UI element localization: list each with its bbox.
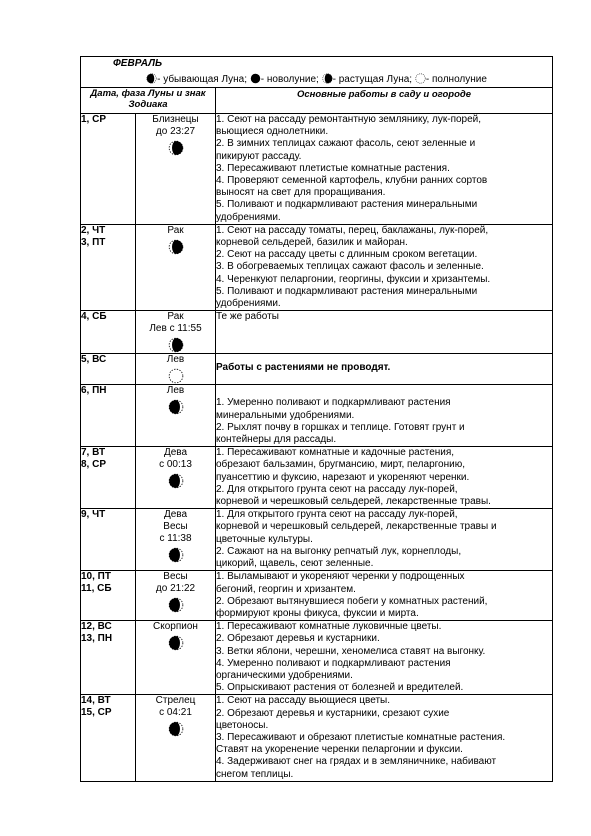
work-line: 5. Опрыскивают растения от болезней и вредителей. bbox=[216, 682, 464, 694]
work-line: 1. Для открытого грунта сеют на рассаду лук-порей, bbox=[216, 509, 458, 521]
waning-moon-icon bbox=[168, 399, 184, 415]
work-line: 5. Поливают и подкармливают растения минеральными bbox=[216, 199, 478, 211]
zodiac-text: до 21:22 bbox=[155, 583, 196, 595]
calendar-row bbox=[81, 571, 553, 621]
zodiac-cell bbox=[136, 509, 216, 571]
work-line: 3. Пересаживают плетистые комнатные растения. bbox=[216, 162, 450, 174]
day-label: 10, ПТ bbox=[81, 571, 111, 583]
new-moon-icon bbox=[250, 73, 261, 84]
works-cell bbox=[216, 385, 553, 447]
work-line: 1. Сеют на рассаду томаты, перец, баклажаны, лук-порей, bbox=[216, 224, 489, 236]
works-cell bbox=[216, 354, 553, 385]
work-line: 4. Задерживают снег на грядах и в земляничнике, набивают bbox=[216, 756, 497, 768]
work-line: 3. В обогреваемых теплицах сажают фасоль и зеленные. bbox=[216, 261, 484, 273]
calendar-row bbox=[81, 509, 553, 571]
work-line: 1. Сеют на рассаду ремонтантную землянику, лук-порей, bbox=[216, 114, 482, 125]
zodiac-text: Рак bbox=[167, 311, 184, 323]
works-cell bbox=[216, 447, 553, 509]
waning-moon-icon bbox=[146, 73, 157, 84]
zodiac-cell bbox=[136, 571, 216, 621]
zodiac-text: Скорпион bbox=[153, 621, 198, 633]
date-cell bbox=[81, 571, 136, 621]
works-cell bbox=[216, 509, 553, 571]
full-moon-icon bbox=[168, 368, 184, 384]
zodiac-text: с 04:21 bbox=[159, 707, 192, 719]
work-line: 1. Пересаживают комнатные и кадочные растения, bbox=[216, 447, 455, 459]
date-cell bbox=[81, 224, 136, 310]
zodiac-text: Лев с 11:55 bbox=[149, 323, 202, 335]
zodiac-text: Рак bbox=[167, 224, 184, 236]
works-cell bbox=[216, 695, 553, 781]
calendar-row bbox=[81, 224, 553, 310]
date-cell bbox=[81, 311, 136, 354]
zodiac-text: Близнецы bbox=[152, 114, 199, 125]
calendar-row bbox=[81, 354, 553, 385]
zodiac-text: Весы bbox=[163, 521, 188, 533]
work-line: вьющиеся однолетники. bbox=[216, 126, 329, 138]
work-line: 1. Пересаживают комнатные луковичные цветы. bbox=[216, 621, 442, 633]
date-cell bbox=[81, 385, 136, 447]
page-title: ФЕВРАЛЬ bbox=[113, 58, 163, 69]
work-line: удобрениями. bbox=[216, 211, 281, 223]
work-line: 1. Умеренно поливают и подкармливают растения bbox=[216, 397, 451, 409]
date-cell bbox=[81, 621, 136, 695]
day-label: 7, ВТ bbox=[81, 447, 106, 459]
zodiac-text: до 23:27 bbox=[155, 126, 196, 137]
zodiac-cell bbox=[136, 695, 216, 781]
zodiac-cell bbox=[136, 311, 216, 354]
day-label: 9, ЧТ bbox=[81, 509, 106, 521]
date-cell bbox=[81, 509, 136, 571]
legend-label: - убывающая Луна; bbox=[157, 74, 248, 85]
spacer bbox=[216, 323, 552, 349]
work-line: обрезают бальзамин, бругмансию, мирт, пеларгонию, bbox=[216, 459, 466, 471]
day-label: 12, ВС bbox=[81, 621, 112, 633]
works-cell bbox=[216, 114, 553, 225]
work-line: 2. Для открытого грунта сеют на рассаду лук-порей, bbox=[216, 483, 458, 495]
zodiac-text: Дева bbox=[163, 447, 188, 459]
work-line: Работы с растениями не проводят. bbox=[216, 362, 391, 374]
work-line: 2. Обрезают деревья и кустарники, срезают сухие bbox=[216, 707, 450, 719]
day-label: 5, ВС bbox=[81, 354, 107, 366]
calendar-table bbox=[80, 56, 553, 782]
legend-label: - новолуние; bbox=[260, 74, 319, 85]
work-line: цветоносы. bbox=[216, 719, 269, 731]
day-label: 2, ЧТ bbox=[81, 224, 106, 236]
zodiac-cell bbox=[136, 621, 216, 695]
zodiac-text: Лев bbox=[166, 354, 185, 366]
works-cell bbox=[216, 621, 553, 695]
day-label: 1, СР bbox=[81, 114, 107, 125]
work-line: 1. Сеют на рассаду вьющиеся цветы. bbox=[216, 695, 390, 707]
calendar-row bbox=[81, 114, 553, 225]
date-cell bbox=[81, 114, 136, 225]
date-cell bbox=[81, 354, 136, 385]
waning-moon-icon bbox=[168, 473, 184, 489]
work-line bbox=[216, 385, 552, 397]
work-line: цикорий, щавель, сеют зеленные. bbox=[216, 558, 374, 570]
full-moon-icon bbox=[415, 73, 426, 84]
work-line: 2. Рыхлят почву в горшках и теплице. Готовят грунт и bbox=[216, 421, 465, 433]
column-header-date: Дата, фаза Луны и знак Зодиака bbox=[81, 88, 216, 114]
work-line: 2. Сеют на рассаду цветы с длинным сроком вегетации. bbox=[216, 249, 478, 261]
work-line: 2. Сажают на на выгонку репчатый лук, корнеплоды, bbox=[216, 545, 462, 557]
work-line: контейнеры для рассады. bbox=[216, 434, 337, 446]
zodiac-text: с 00:13 bbox=[159, 459, 192, 471]
zodiac-text: Стрелец bbox=[155, 695, 196, 707]
works-cell bbox=[216, 311, 553, 354]
date-cell bbox=[81, 695, 136, 781]
zodiac-text: с 11:38 bbox=[159, 533, 192, 545]
work-line: 3. Пересаживают и обрезают плетистые комнатные растения. bbox=[216, 731, 506, 743]
work-line: 2. Обрезают вытянувшиеся побеги у комнатных растений, bbox=[216, 595, 488, 607]
zodiac-text: Дева bbox=[163, 509, 188, 521]
works-cell bbox=[216, 224, 553, 310]
zodiac-cell bbox=[136, 354, 216, 385]
work-line: корневой сельдерей, базилик и майоран. bbox=[216, 237, 408, 249]
work-line: 5. Поливают и подкармливают растения минеральными bbox=[216, 285, 478, 297]
zodiac-cell bbox=[136, 385, 216, 447]
work-line: Те же работы bbox=[216, 311, 279, 323]
work-line: корневой и черешковый сельдерей, лекарственные травы. bbox=[216, 496, 491, 508]
work-line: удобрениями. bbox=[216, 298, 281, 310]
work-line: снегом теплицы. bbox=[216, 768, 294, 780]
work-line: 4. Умеренно поливают и подкармливают растения bbox=[216, 657, 451, 669]
column-header-works: Основные работы в саду и огороде bbox=[216, 88, 553, 114]
waxing-moon-icon bbox=[168, 337, 184, 353]
work-line: пикируют рассаду. bbox=[216, 150, 302, 162]
day-label: 11, СБ bbox=[81, 583, 112, 595]
calendar-row bbox=[81, 621, 553, 695]
waning-moon-icon bbox=[168, 721, 184, 737]
column-header-row bbox=[81, 88, 553, 114]
calendar-row bbox=[81, 447, 553, 509]
day-label: 4, СБ bbox=[81, 311, 107, 323]
legend-label: - растущая Луна; bbox=[332, 74, 413, 85]
work-line: бегоний, георгин и хризантем. bbox=[216, 583, 356, 595]
waning-moon-icon bbox=[168, 597, 184, 613]
work-line: выносят на свет для проращивания. bbox=[216, 187, 386, 199]
work-line: минеральными удобрениями. bbox=[216, 409, 355, 421]
zodiac-text: Весы bbox=[163, 571, 188, 583]
header-row bbox=[81, 57, 553, 88]
work-line: формируют кроны фикуса, фуксии и мирта. bbox=[216, 607, 419, 619]
day-label: 15, СР bbox=[81, 707, 112, 719]
work-line: 3. Ветки яблони, черешни, хеномелиса ставят на выгонку. bbox=[216, 645, 486, 657]
zodiac-text: Лев bbox=[166, 385, 185, 397]
calendar-row bbox=[81, 695, 553, 781]
work-line: 1. Выламывают и укореняют черенки у подрощенных bbox=[216, 571, 465, 583]
waning-moon-icon bbox=[168, 547, 184, 563]
zodiac-cell bbox=[136, 447, 216, 509]
work-line: цветочные культуры. bbox=[216, 533, 313, 545]
date-cell bbox=[81, 447, 136, 509]
work-line: 4. Черенкуют пеларгонии, георгины, фуксии и хризантемы. bbox=[216, 273, 491, 285]
waxing-moon-icon bbox=[168, 140, 184, 156]
work-line: 2. В зимних теплицах сажают фасоль, сеют зеленные и bbox=[216, 138, 476, 150]
work-line: корневой и черешковый сельдерей, лекарственные травы и bbox=[216, 521, 497, 533]
waxing-moon-icon bbox=[168, 239, 184, 255]
calendar-row bbox=[81, 311, 553, 354]
header-cell bbox=[81, 57, 553, 88]
day-label: 8, СР bbox=[81, 459, 107, 471]
waning-moon-icon bbox=[168, 635, 184, 651]
day-label: 13, ПН bbox=[81, 633, 113, 645]
works-cell bbox=[216, 571, 553, 621]
calendar-row bbox=[81, 385, 553, 447]
work-line: органическими удобрениями. bbox=[216, 669, 353, 681]
day-label: 14, ВТ bbox=[81, 695, 111, 707]
waxing-moon-icon bbox=[322, 73, 333, 84]
day-label: 6, ПН bbox=[81, 385, 107, 397]
moon-phase-legend bbox=[81, 73, 552, 86]
zodiac-cell bbox=[136, 224, 216, 310]
legend-label: - полнолуние bbox=[425, 74, 487, 85]
work-line: Ставят на укоренение черенки пеларгонии и фуксии. bbox=[216, 744, 463, 756]
work-line: 2. Обрезают деревья и кустарники. bbox=[216, 633, 380, 645]
zodiac-cell bbox=[136, 114, 216, 225]
work-line: 4. Проверяют семенной картофель, клубни ранних сортов bbox=[216, 175, 488, 187]
work-line: пуансеттию и фуксию, нарезают и укореняют черенки. bbox=[216, 471, 470, 483]
day-label: 3, ПТ bbox=[81, 236, 106, 248]
